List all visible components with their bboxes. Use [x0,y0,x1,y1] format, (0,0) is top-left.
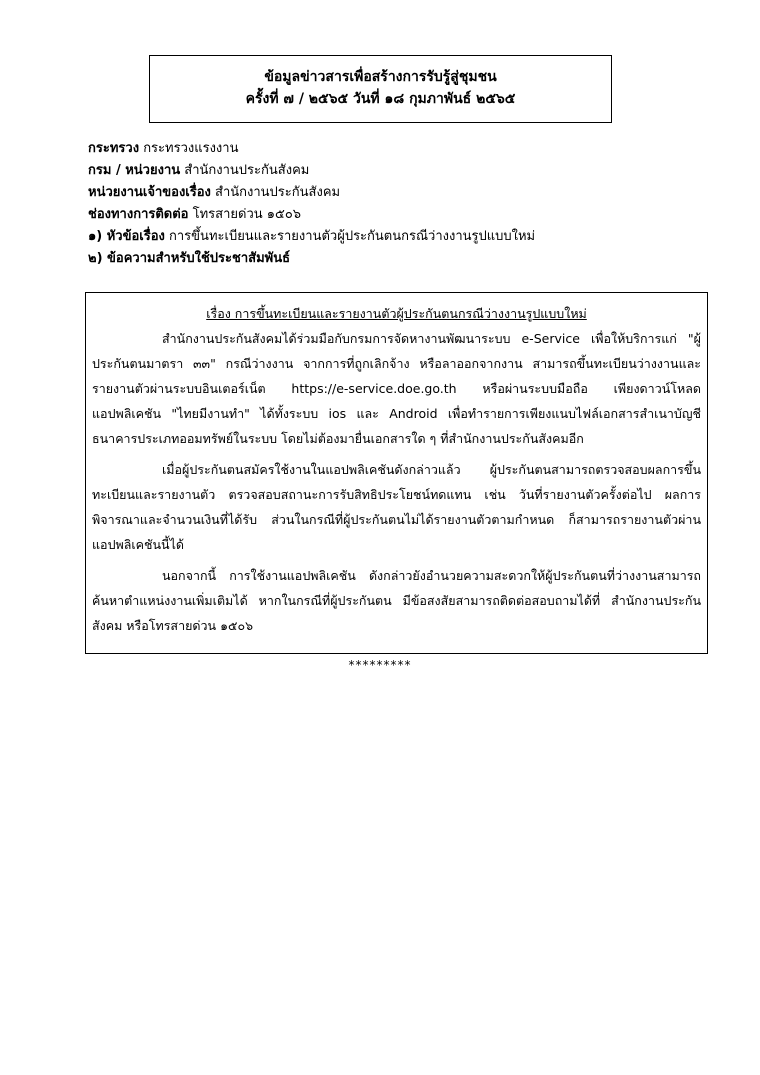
ministry-value: กระทรวงแรงงาน [143,141,239,156]
paragraph-2: เมื่อผู้ประกันตนสมัครใช้งานในแอปพลิเคชันดังกล่าวแล้ว ผู้ประกันตนสามารถตรวจสอบผลการขึ้นทะเบียนและรายงานตัว ตรวจสอบสถานะการรับสิทธิประโยชน์ทดแทน เช่น วันที่รายงานตัวครั้งต่อไป ผลการพิจารณาและจำนวนเงินที่ได้รับ ส่วนในกรณีที่ผู้ประกันตนไม่ได้รายงานตัวตามกำหนด ก็สามารถรายงานตัวผ่านแอปพลิเคชันนี้ได้ [92,462,701,552]
owner-label: หน่วยงานเจ้าของเรื่อง [88,185,211,200]
owner-row [88,182,708,204]
contact-label: ช่องทางการติดต่อ [88,207,189,222]
topic-value: การขึ้นทะเบียนและรายงานตัวผู้ประกันตนกรณีว่างงานรูปแบบใหม่ [169,229,536,244]
ministry-row [88,138,708,160]
contact-value: โทรสายด่วน ๑๕๐๖ [192,207,302,222]
topic-label: ๑) หัวข้อเรื่อง [88,229,165,244]
dept-value: สำนักงานประกันสังคม [184,163,310,178]
pr-row [88,248,708,270]
ministry-label: กระทรวง [88,141,140,156]
paragraph-3: นอกจากนี้ การใช้งานแอปพลิเคชัน ดังกล่าวยังอำนวยความสะดวกให้ผู้ประกันตนที่ว่างงานสามารถค้นหาตำแหน่งงานเพิ่มเติมได้ หากในกรณีที่ผู้ประกันตน มีข้อสงสัยสามารถติดต่อสอบถามได้ที่ สำนักงานประกันสังคม หรือโทรสายด่วน ๑๕๐๖ [92,568,701,633]
owner-value: สำนักงานประกันสังคม [215,185,341,200]
header-box [149,55,612,123]
dept-row [88,160,708,182]
header-issue: ครั้งที่ ๗ / ๒๕๖๕ วันที่ ๑๘ กุมภาพันธ์ ๒๕๖๕ [245,91,516,107]
paragraph-1: สำนักงานประกันสังคมได้ร่วมมือกับกรมการจัดหางานพัฒนาระบบ e-Service เพื่อให้บริการแก่ "ผู้ประกันตนมาตรา ๓๓" กรณีว่างงาน จากการที่ถูกเลิกจ้าง หรือลาออกจากงาน สามารถขึ้นทะเบียนว่างงานและรายงานตัวผ่านระบบอินเตอร์เน็ต https://e-service.doe.go.th หรือผ่านระบบมือถือ เพียงดาวน์โหลดแอปพลิเคชัน "ไทยมีงานทำ" ได้ทั้งระบบ ios และ Android เพื่อทำรายการเพียงแนบไฟล์เอกสารสำเนาบัญชีธนาคารประเภทออมทรัพย์ในระบบ โดยไม่ต้องมายื่นเอกสารใด ๆ ที่สำนักงานประกันสังคมอีก [92,331,701,446]
story-title: เรื่อง การขึ้นทะเบียนและรายงานตัวผู้ประกันตนกรณีว่างงานรูปแบบใหม่ [206,306,587,321]
topic-row [88,226,708,248]
pr-content-box [85,292,708,654]
dept-label: กรม / หน่วยงาน [88,163,181,178]
header-title: ข้อมูลข่าวสารเพื่อสร้างการรับรู้สู่ชุมชน [264,69,497,85]
pr-label: ๒) ข้อความสำหรับใช้ประชาสัมพันธ์ [88,251,291,266]
end-marker: ********* [348,658,412,672]
contact-row [88,204,708,226]
meta-section [88,138,708,270]
